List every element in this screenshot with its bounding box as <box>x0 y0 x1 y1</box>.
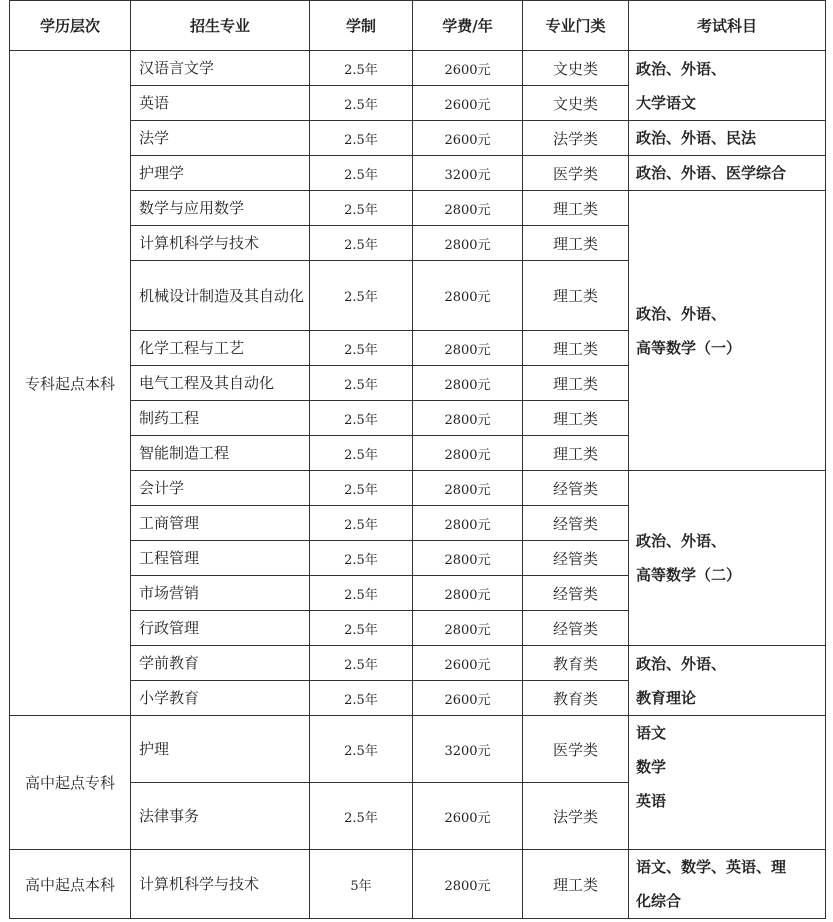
fee-cell: 2800元 <box>413 850 523 919</box>
category-cell: 理工类 <box>523 401 629 436</box>
fee-cell: 2600元 <box>413 783 523 850</box>
duration-cell: 2.5年 <box>310 681 413 716</box>
exam-line: 数学 <box>636 758 667 776</box>
duration-cell: 2.5年 <box>310 611 413 646</box>
duration-cell: 2.5年 <box>310 783 413 850</box>
duration-cell: 2.5年 <box>310 436 413 471</box>
exam-line: 政治、外语、 <box>636 532 727 550</box>
category-cell: 教育类 <box>523 646 629 681</box>
fee-cell: 2800元 <box>413 401 523 436</box>
exam-line: 政治、外语、 <box>636 654 727 673</box>
fee-cell: 2800元 <box>413 576 523 611</box>
exam-line: 大学语文 <box>636 93 697 112</box>
major-cell: 英语 <box>131 86 310 121</box>
major-cell: 化学工程与工艺 <box>131 331 310 366</box>
category-cell: 医学类 <box>523 156 629 191</box>
exam-line: 高等数学（二） <box>636 566 742 584</box>
header-category: 专业门类 <box>523 1 629 51</box>
exam-line: 高等数学（一） <box>636 338 742 357</box>
exam-cell <box>629 156 826 191</box>
header-exam: 考试科目 <box>629 1 826 51</box>
duration-cell: 2.5年 <box>310 716 413 783</box>
major-cell: 会计学 <box>131 471 310 506</box>
fee-cell: 2800元 <box>413 611 523 646</box>
table-row <box>10 471 826 506</box>
exam-line: 政治、外语、民法 <box>636 129 757 147</box>
exam-line: 政治、外语、 <box>636 59 727 78</box>
category-cell: 理工类 <box>523 366 629 401</box>
duration-cell: 2.5年 <box>310 226 413 261</box>
category-cell: 文史类 <box>523 86 629 121</box>
category-cell: 理工类 <box>523 191 629 226</box>
level-cell: 高中起点专科 <box>10 716 131 850</box>
exam-line: 教育理论 <box>636 688 697 707</box>
category-cell: 经管类 <box>523 471 629 506</box>
table-header-row <box>10 1 826 51</box>
duration-cell: 2.5年 <box>310 191 413 226</box>
table-row <box>10 646 826 681</box>
header-duration: 学制 <box>310 1 413 51</box>
fee-cell: 2800元 <box>413 506 523 541</box>
category-cell: 经管类 <box>523 576 629 611</box>
exam-line: 政治、外语、 <box>636 304 727 323</box>
fee-cell: 2800元 <box>413 541 523 576</box>
duration-cell: 2.5年 <box>310 471 413 506</box>
exam-cell <box>629 121 826 156</box>
fee-cell: 2800元 <box>413 331 523 366</box>
fee-cell: 2600元 <box>413 646 523 681</box>
major-cell: 计算机科学与技术 <box>131 850 310 919</box>
duration-cell: 2.5年 <box>310 506 413 541</box>
category-cell: 理工类 <box>523 261 629 331</box>
exam-cell <box>629 850 826 919</box>
duration-cell: 2.5年 <box>310 86 413 121</box>
duration-cell: 2.5年 <box>310 366 413 401</box>
level-cell: 专科起点本科 <box>10 51 131 716</box>
duration-cell: 2.5年 <box>310 646 413 681</box>
major-cell: 护理学 <box>131 156 310 191</box>
fee-cell: 2800元 <box>413 471 523 506</box>
major-cell: 智能制造工程 <box>131 436 310 471</box>
major-cell: 机械设计制造及其自动化 <box>131 261 310 331</box>
major-cell: 电气工程及其自动化 <box>131 366 310 401</box>
fee-cell: 2600元 <box>413 51 523 86</box>
fee-cell: 2800元 <box>413 191 523 226</box>
exam-line: 化综合 <box>636 892 682 910</box>
major-cell: 护理 <box>131 716 310 783</box>
exam-cell <box>629 646 826 716</box>
exam-cell <box>629 716 826 850</box>
fee-cell: 2800元 <box>413 226 523 261</box>
exam-line: 政治、外语、医学综合 <box>636 164 787 182</box>
fee-cell: 2600元 <box>413 86 523 121</box>
duration-cell: 2.5年 <box>310 261 413 331</box>
category-cell: 经管类 <box>523 541 629 576</box>
table-row <box>10 716 826 783</box>
exam-line: 语文 <box>636 724 667 742</box>
category-cell: 理工类 <box>523 331 629 366</box>
exam-line: 语文、数学、英语、理 <box>636 858 787 876</box>
duration-cell: 2.5年 <box>310 331 413 366</box>
category-cell: 医学类 <box>523 716 629 783</box>
major-cell: 数学与应用数学 <box>131 191 310 226</box>
exam-cell <box>629 471 826 646</box>
header-fee: 学费/年 <box>413 1 523 51</box>
category-cell: 文史类 <box>523 51 629 86</box>
fee-cell: 2600元 <box>413 681 523 716</box>
exam-cell <box>629 51 826 121</box>
header-level: 学历层次 <box>10 1 131 51</box>
duration-cell: 2.5年 <box>310 121 413 156</box>
category-cell: 理工类 <box>523 226 629 261</box>
duration-cell: 2.5年 <box>310 401 413 436</box>
major-cell: 工程管理 <box>131 541 310 576</box>
major-cell: 行政管理 <box>131 611 310 646</box>
table-row <box>10 121 826 156</box>
category-cell: 法学类 <box>523 783 629 850</box>
table-row <box>10 51 826 86</box>
major-cell: 法律事务 <box>131 783 310 850</box>
category-cell: 理工类 <box>523 436 629 471</box>
major-cell: 小学教育 <box>131 681 310 716</box>
category-cell: 经管类 <box>523 506 629 541</box>
category-cell: 经管类 <box>523 611 629 646</box>
fee-cell: 2800元 <box>413 436 523 471</box>
duration-cell: 5年 <box>310 850 413 919</box>
fee-cell: 2800元 <box>413 366 523 401</box>
duration-cell: 2.5年 <box>310 51 413 86</box>
major-cell: 制药工程 <box>131 401 310 436</box>
fee-cell: 2600元 <box>413 121 523 156</box>
fee-cell: 3200元 <box>413 716 523 783</box>
fee-cell: 2800元 <box>413 261 523 331</box>
duration-cell: 2.5年 <box>310 541 413 576</box>
major-cell: 计算机科学与技术 <box>131 226 310 261</box>
major-cell: 学前教育 <box>131 646 310 681</box>
major-cell: 工商管理 <box>131 506 310 541</box>
exam-cell <box>629 191 826 471</box>
level-cell: 高中起点本科 <box>10 850 131 919</box>
table-row <box>10 191 826 226</box>
major-cell: 法学 <box>131 121 310 156</box>
table-row <box>10 850 826 919</box>
exam-line: 英语 <box>636 792 667 810</box>
major-cell: 汉语言文学 <box>131 51 310 86</box>
category-cell: 教育类 <box>523 681 629 716</box>
table-row <box>10 156 826 191</box>
category-cell: 法学类 <box>523 121 629 156</box>
admission-table <box>9 0 826 919</box>
category-cell: 理工类 <box>523 850 629 919</box>
header-major: 招生专业 <box>131 1 310 51</box>
major-cell: 市场营销 <box>131 576 310 611</box>
duration-cell: 2.5年 <box>310 576 413 611</box>
fee-cell: 3200元 <box>413 156 523 191</box>
duration-cell: 2.5年 <box>310 156 413 191</box>
